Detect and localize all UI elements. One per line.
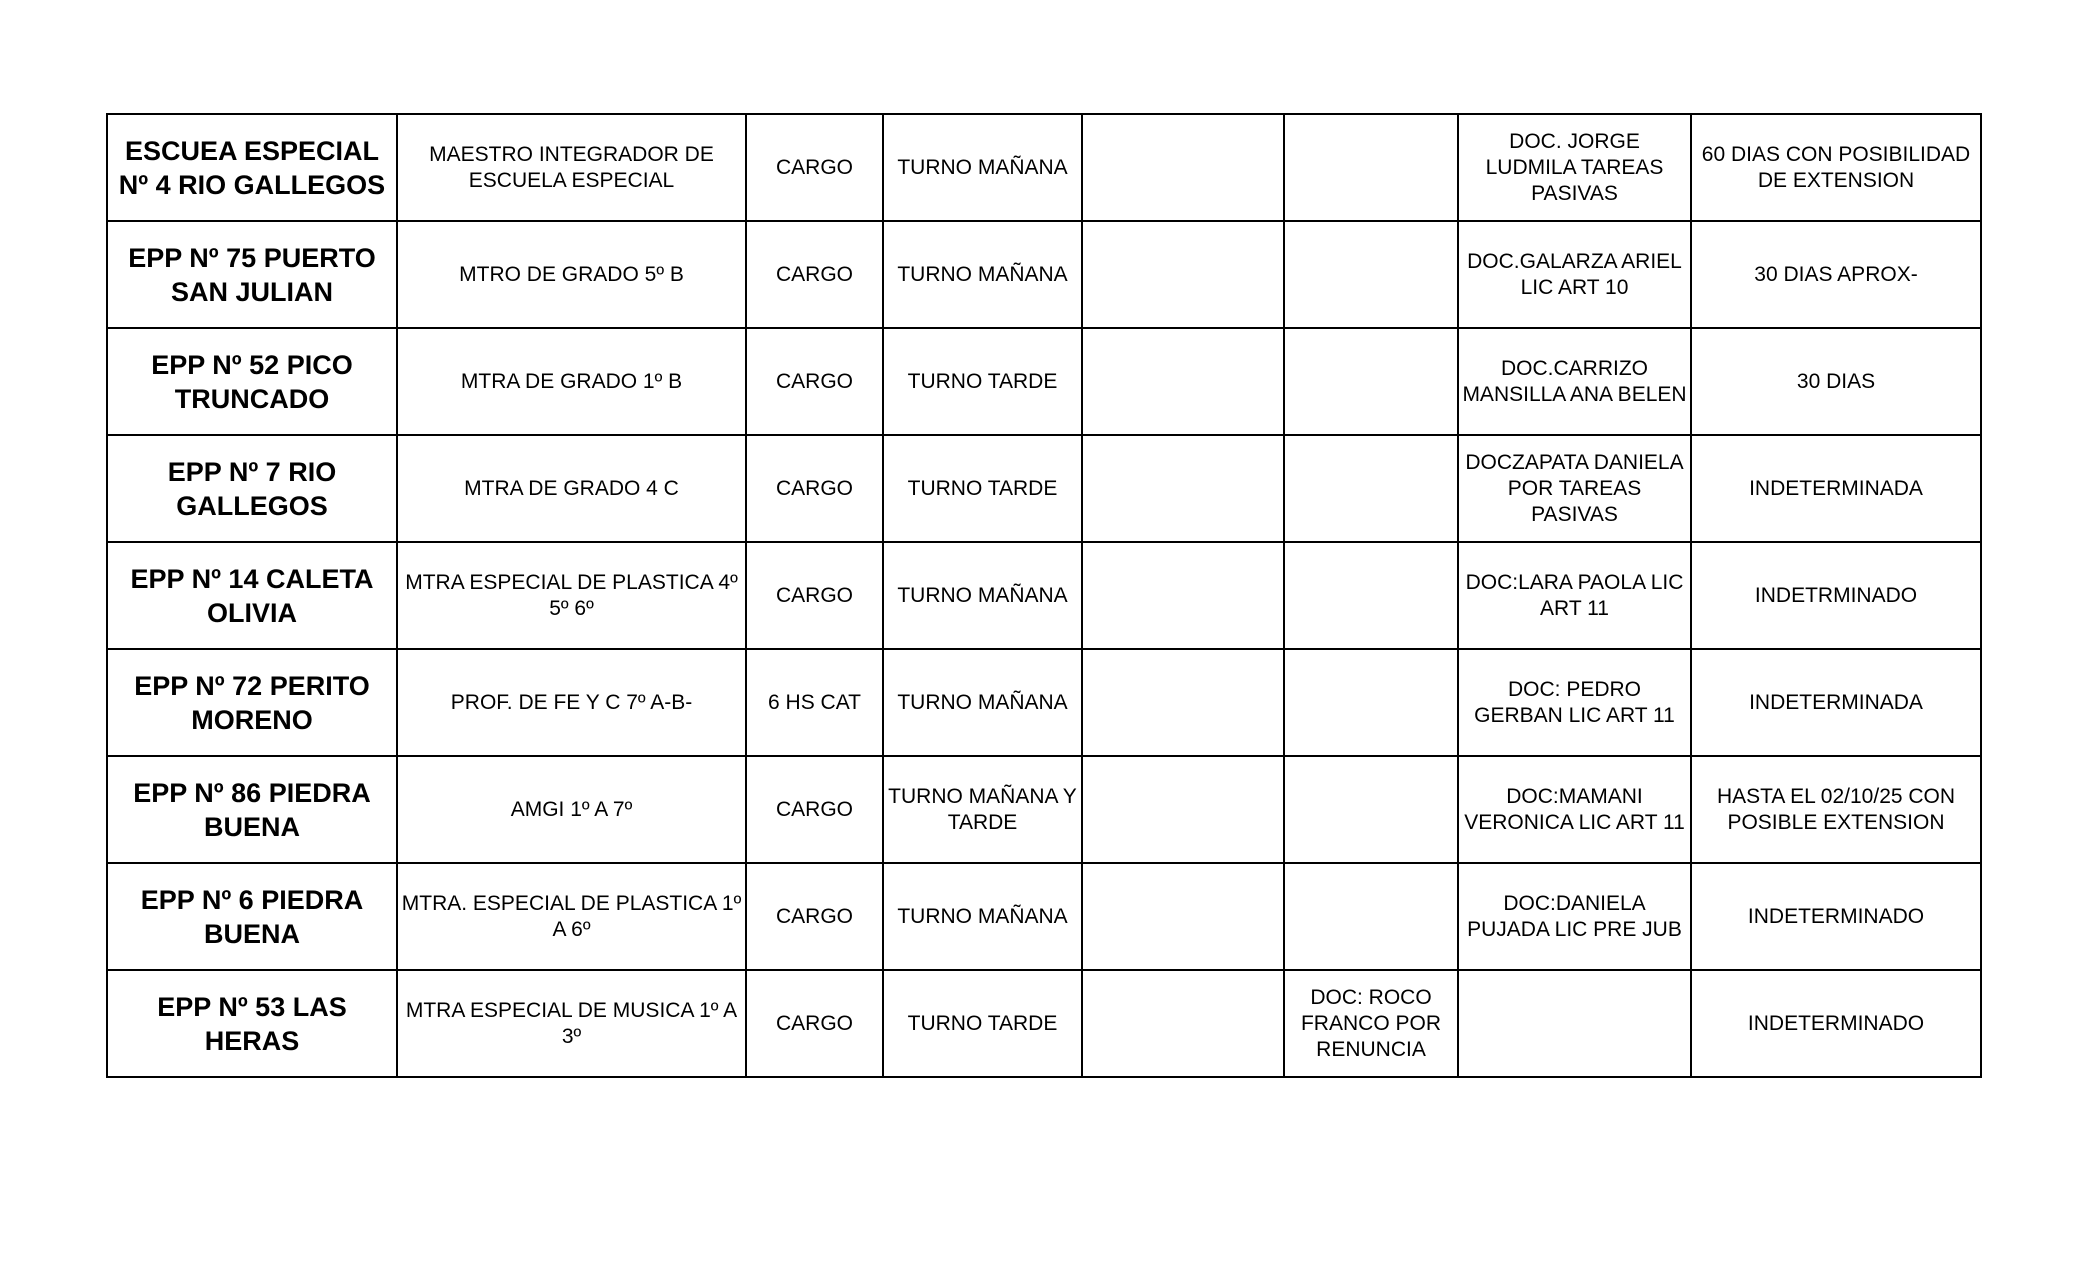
blank-cell [1082, 221, 1284, 328]
school-cell: EPP Nº 7 RIO GALLEGOS [107, 435, 397, 542]
duration-cell: INDETERMINADA [1691, 649, 1981, 756]
shift-cell: TURNO TARDE [883, 328, 1082, 435]
position-cell: MTRA DE GRADO 4 C [397, 435, 746, 542]
replaced-teacher-cell: DOC: PEDRO GERBAN LIC ART 11 [1458, 649, 1691, 756]
blank-cell [1082, 970, 1284, 1077]
shift-cell: TURNO MAÑANA [883, 542, 1082, 649]
table-row [107, 328, 1981, 435]
duration-cell: INDETERMINADA [1691, 435, 1981, 542]
duration-cell: INDETERMINADO [1691, 863, 1981, 970]
replaced-teacher-cell [1458, 970, 1691, 1077]
replaced-teacher-cell: DOC. JORGE LUDMILA TAREAS PASIVAS [1458, 114, 1691, 221]
duration-cell: 30 DIAS APROX- [1691, 221, 1981, 328]
table-row [107, 221, 1981, 328]
shift-cell: TURNO MAÑANA Y TARDE [883, 756, 1082, 863]
school-cell: EPP Nº 52 PICO TRUNCADO [107, 328, 397, 435]
position-cell: MTRA. ESPECIAL DE PLASTICA 1º A 6º [397, 863, 746, 970]
shift-cell: TURNO MAÑANA [883, 649, 1082, 756]
blank-cell [1082, 756, 1284, 863]
duration-cell: 60 DIAS CON POSIBILIDAD DE EXTENSION [1691, 114, 1981, 221]
school-cell: ESCUEA ESPECIAL Nº 4 RIO GALLEGOS [107, 114, 397, 221]
position-cell: MTRA ESPECIAL DE MUSICA 1º A 3º [397, 970, 746, 1077]
position-cell: MTRA ESPECIAL DE PLASTICA 4º 5º 6º [397, 542, 746, 649]
shift-cell: TURNO MAÑANA [883, 114, 1082, 221]
shift-cell: TURNO MAÑANA [883, 863, 1082, 970]
type-cell: CARGO [746, 542, 883, 649]
blank-cell [1082, 435, 1284, 542]
duration-cell: INDETERMINADO [1691, 970, 1981, 1077]
type-cell: 6 HS CAT [746, 649, 883, 756]
vacancy-note-cell [1284, 756, 1458, 863]
school-cell: EPP Nº 53 LAS HERAS [107, 970, 397, 1077]
vacancy-note-cell [1284, 114, 1458, 221]
type-cell: CARGO [746, 756, 883, 863]
type-cell: CARGO [746, 863, 883, 970]
vacancy-note-cell [1284, 542, 1458, 649]
school-cell: EPP Nº 86 PIEDRA BUENA [107, 756, 397, 863]
replaced-teacher-cell: DOC:LARA PAOLA LIC ART 11 [1458, 542, 1691, 649]
table-row [107, 756, 1981, 863]
replaced-teacher-cell: DOC.GALARZA ARIEL LIC ART 10 [1458, 221, 1691, 328]
vacancy-note-cell [1284, 435, 1458, 542]
type-cell: CARGO [746, 114, 883, 221]
type-cell: CARGO [746, 328, 883, 435]
type-cell: CARGO [746, 221, 883, 328]
table-row [107, 542, 1981, 649]
table-body [107, 114, 1981, 1077]
vacancy-note-cell [1284, 328, 1458, 435]
shift-cell: TURNO TARDE [883, 435, 1082, 542]
table-row [107, 435, 1981, 542]
table-row [107, 649, 1981, 756]
position-cell: MTRO DE GRADO 5º B [397, 221, 746, 328]
school-cell: EPP Nº 14 CALETA OLIVIA [107, 542, 397, 649]
table-row [107, 970, 1981, 1077]
table-row [107, 863, 1981, 970]
duration-cell: INDETRMINADO [1691, 542, 1981, 649]
school-cell: EPP Nº 75 PUERTO SAN JULIAN [107, 221, 397, 328]
blank-cell [1082, 542, 1284, 649]
replaced-teacher-cell: DOC:MAMANI VERONICA LIC ART 11 [1458, 756, 1691, 863]
shift-cell: TURNO TARDE [883, 970, 1082, 1077]
position-cell: PROF. DE FE Y C 7º A-B- [397, 649, 746, 756]
blank-cell [1082, 863, 1284, 970]
type-cell: CARGO [746, 435, 883, 542]
duration-cell: HASTA EL 02/10/25 CON POSIBLE EXTENSION [1691, 756, 1981, 863]
replaced-teacher-cell: DOC.CARRIZO MANSILLA ANA BELEN [1458, 328, 1691, 435]
replaced-teacher-cell: DOC:DANIELA PUJADA LIC PRE JUB [1458, 863, 1691, 970]
position-cell: MTRA DE GRADO 1º B [397, 328, 746, 435]
school-cell: EPP Nº 6 PIEDRA BUENA [107, 863, 397, 970]
vacancy-note-cell: DOC: ROCO FRANCO POR RENUNCIA [1284, 970, 1458, 1077]
vacancies-table [106, 113, 1982, 1078]
vacancy-note-cell [1284, 863, 1458, 970]
vacancy-note-cell [1284, 221, 1458, 328]
blank-cell [1082, 328, 1284, 435]
position-cell: AMGI 1º A 7º [397, 756, 746, 863]
school-cell: EPP Nº 72 PERITO MORENO [107, 649, 397, 756]
table-row [107, 114, 1981, 221]
blank-cell [1082, 649, 1284, 756]
position-cell: MAESTRO INTEGRADOR DE ESCUELA ESPECIAL [397, 114, 746, 221]
type-cell: CARGO [746, 970, 883, 1077]
duration-cell: 30 DIAS [1691, 328, 1981, 435]
replaced-teacher-cell: DOCZAPATA DANIELA POR TAREAS PASIVAS [1458, 435, 1691, 542]
vacancy-note-cell [1284, 649, 1458, 756]
blank-cell [1082, 114, 1284, 221]
shift-cell: TURNO MAÑANA [883, 221, 1082, 328]
